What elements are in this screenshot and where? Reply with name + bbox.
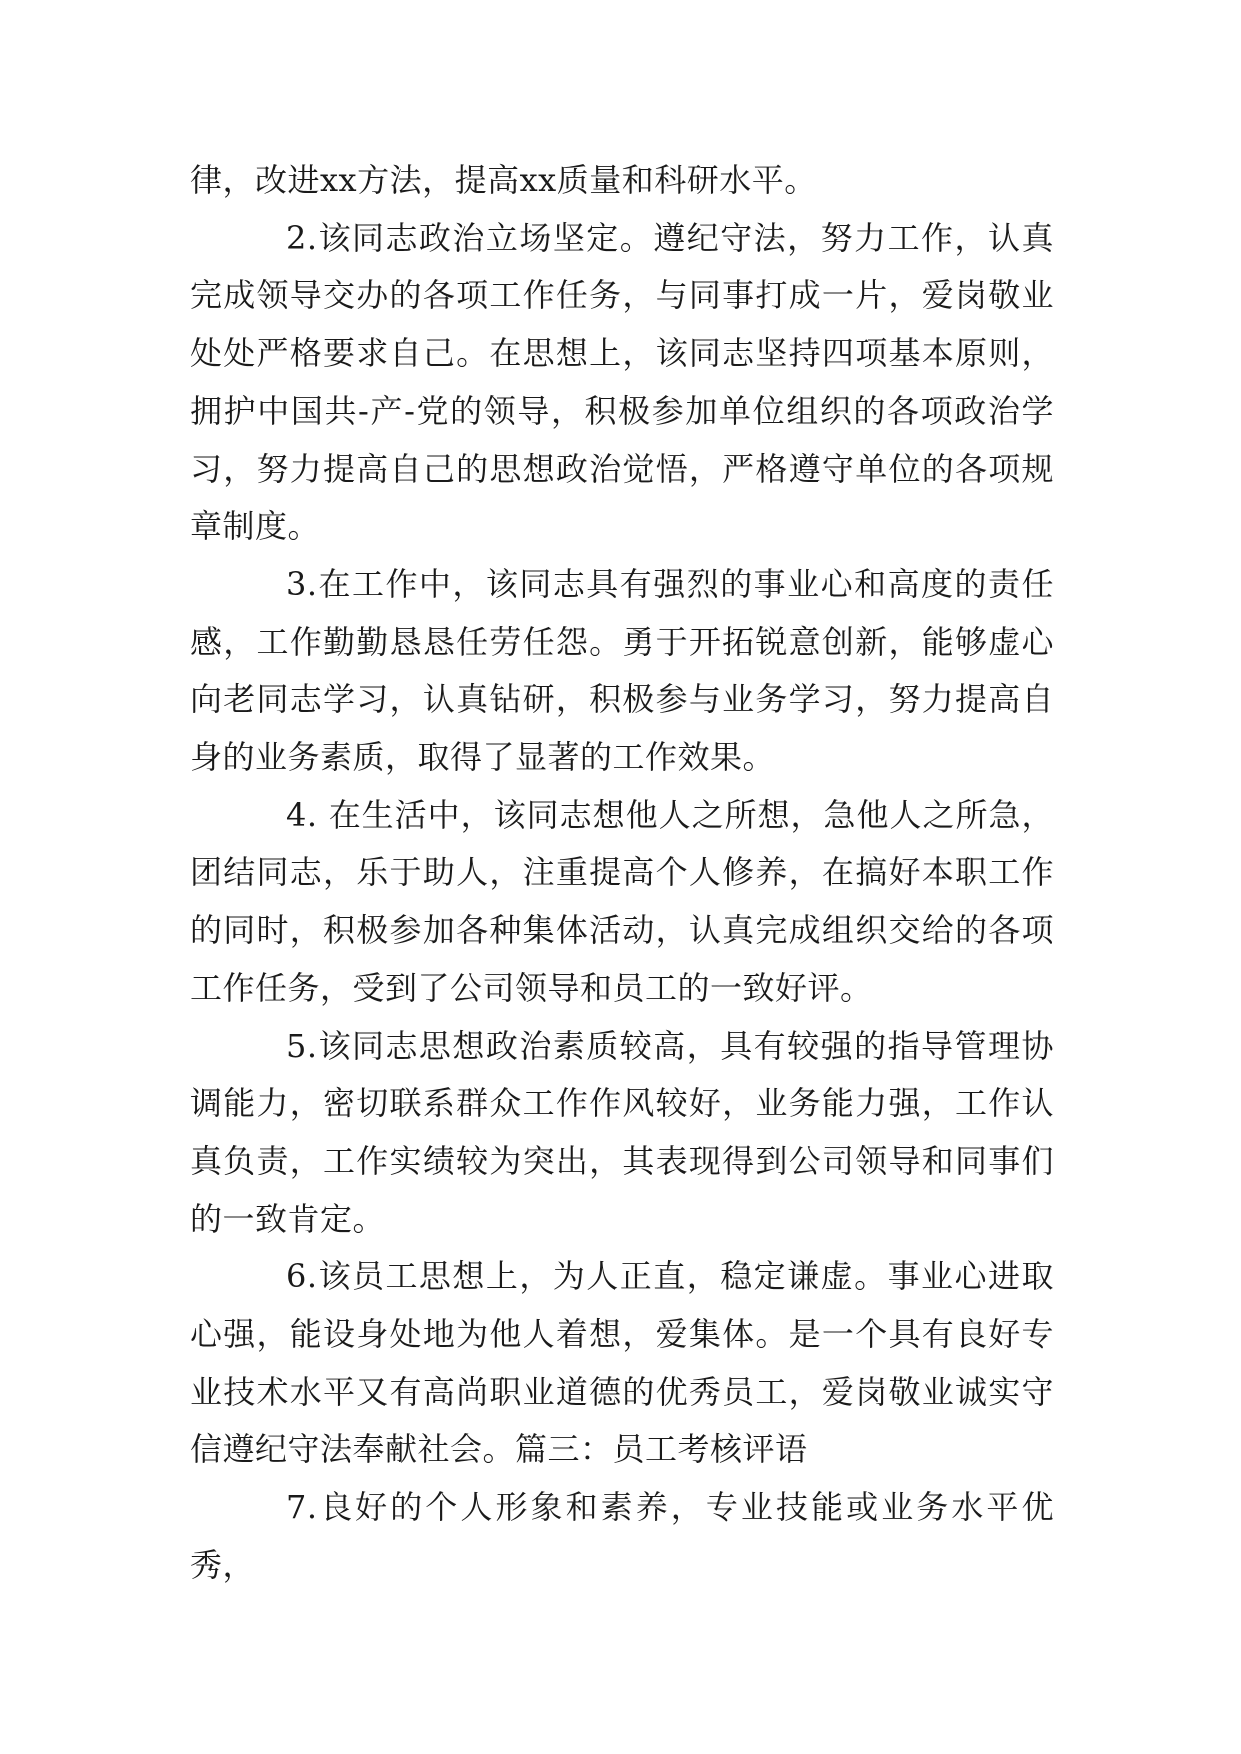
paragraph-item-4: 4. 在生活中，该同志想他人之所想，急他人之所急，团结同志，乐于助人，注重提高个人修养，在搞好本职工作的同时，积极参加各种集体活动，认真完成组织交给的各项工作任务，受到了公司领导和员工的一致好评。 — [190, 795, 1054, 1007]
paragraph-continuation: 律，改进xx方法，提高xx质量和科研水平。 — [190, 161, 817, 199]
document-page — [190, 152, 1054, 1595]
paragraph-item-3: 3.在工作中，该同志具有强烈的事业心和高度的责任感，工作勤勤恳恳任劳任怨。勇于开拓锐意创新，能够虚心向老同志学习，认真钻研，积极参与业务学习，努力提高自身的业务素质，取得了显著的工作效果。 — [190, 564, 1054, 777]
paragraph-item-6: 6.该员工思想上，为人正直，稳定谦虚。事业心进取心强，能设身处地为他人着想，爱集体。是一个具有良好专业技术水平又有高尚职业道德的优秀员工，爱岗敬业诚实守信遵纪守法奉献社会。篇三：员工考核评语 — [190, 1257, 1054, 1469]
paragraph-item-2: 2.该同志政治立场坚定。遵纪守法，努力工作，认真完成领导交办的各项工作任务，与同事打成一片，爱岗敬业处处严格要求自己。在思想上，该同志坚持四项基本原则，拥护中国共-产-党的领导，积极参加单位组织的各项政治学习，努力提高自己的思想政治觉悟，严格遵守单位的各项规章制度。 — [190, 218, 1054, 546]
paragraph-item-7: 7.良好的个人形象和素养，专业技能或业务水平优秀， — [190, 1488, 1054, 1584]
paragraph-item-5: 5.该同志思想政治素质较高，具有较强的指导管理协调能力，密切联系群众工作作风较好，业务能力强，工作认真负责，工作实绩较为突出，其表现得到公司领导和同事们的一致肯定。 — [190, 1026, 1054, 1238]
